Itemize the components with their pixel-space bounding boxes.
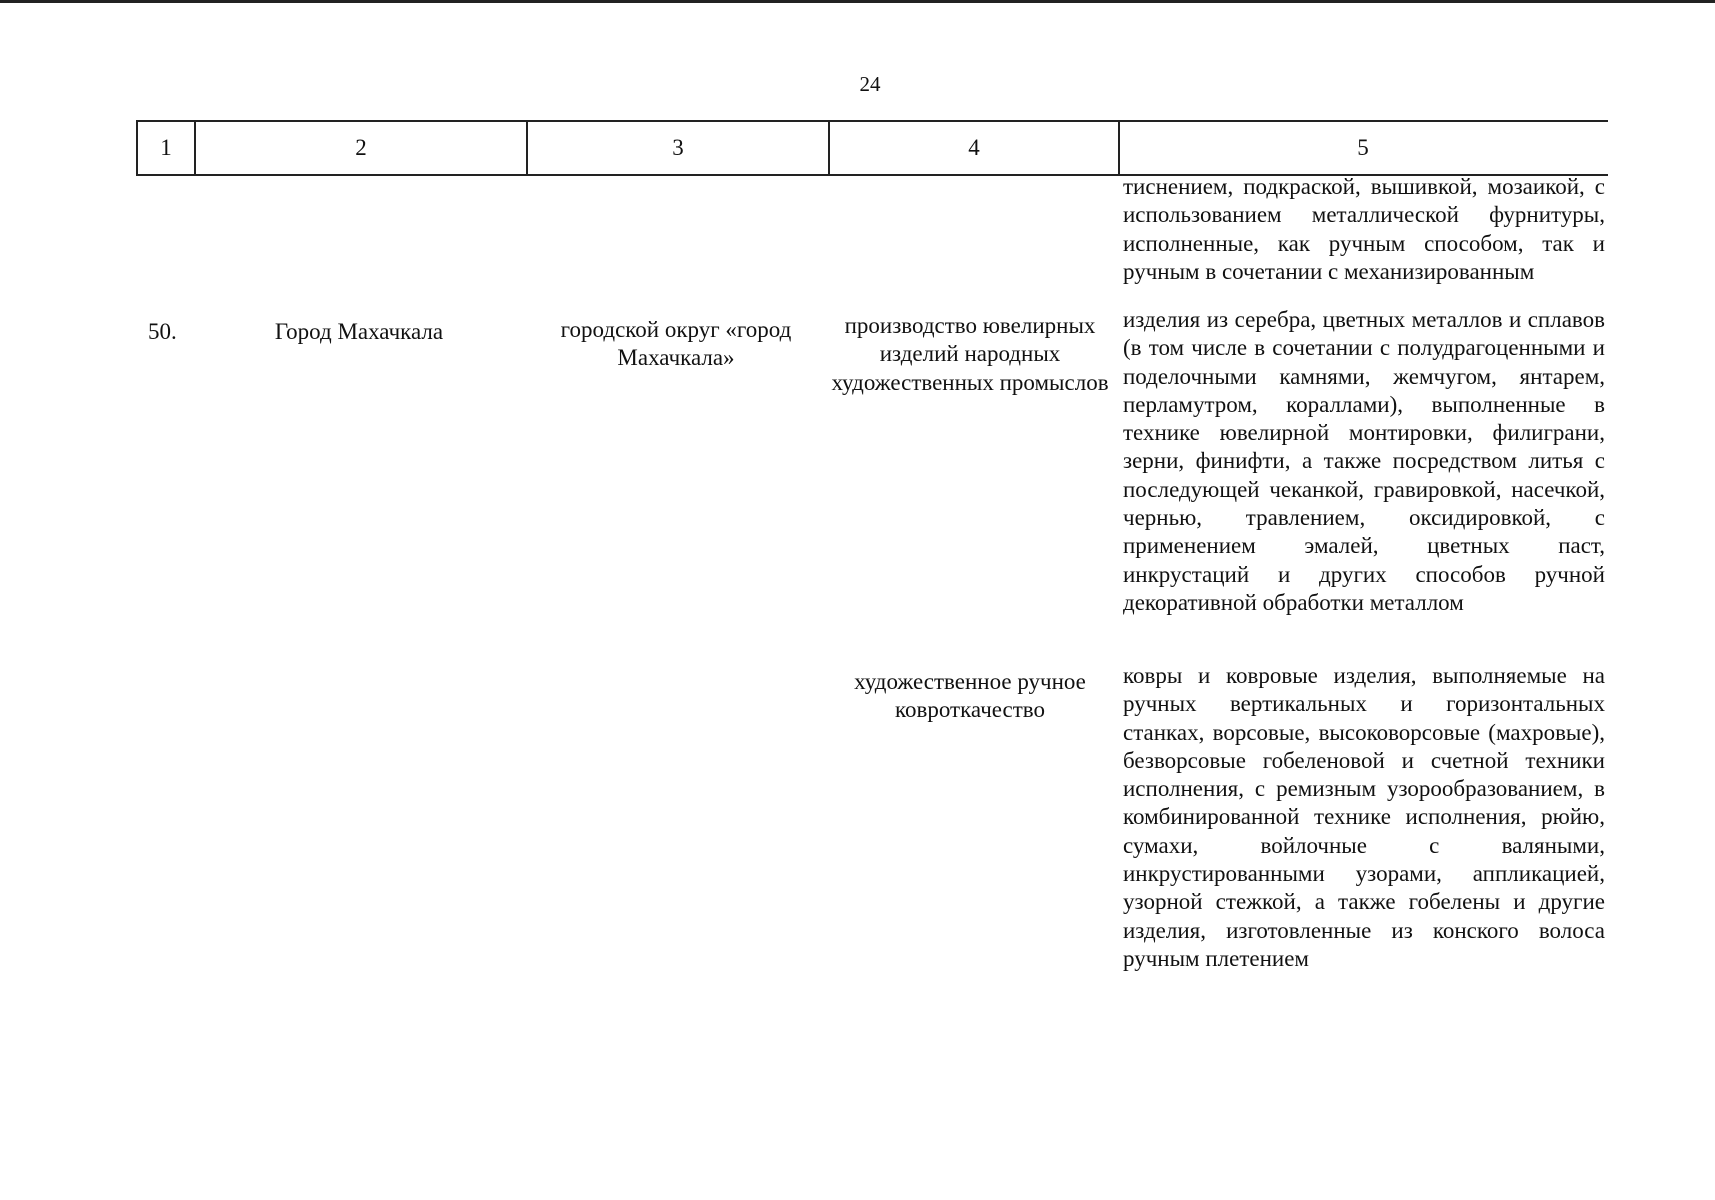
- column-header-2: 2: [196, 122, 528, 174]
- city-name: Город Махачкала: [274, 319, 444, 344]
- table-header-row: [136, 120, 1608, 176]
- continuation-description: тиснением, подкраской, вышивкой, мозаикой, с использованием металлической фурнитуры, исполненные, как ручным способом, так и ручным в сочетании с механизированным: [1123, 174, 1605, 284]
- craft-description-jewelry: изделия из серебра, цветных металлов и сплавов (в том числе в сочетании с полудрагоценными и поделочными камнями, жемчугом, янтарем, перламутром, кораллами), выполненные в технике ювелирной монтировки, филиграни, зерни, финифти, а также посредством литья с последующей чеканкой, гравировкой, насечкой, чернью, травлением, оксидировкой, с применением эмалей, цветных паст, инкрустаций и других способов ручной декоративной обработки металлом: [1123, 307, 1605, 615]
- craft-name-carpet: художественное ручное ковроткачество: [854, 669, 1086, 723]
- page-number: 24: [859, 72, 881, 96]
- column-header-5: 5: [1357, 135, 1369, 160]
- craft-description-carpet: ковры и ковровые изделия, выполняемые на ручных вертикальных и горизонтальных станках, ворсовые, высоковорсовые (махровые), безворсовые гобеленовой и счетной техники исполнения, с ремизным узорообразованием, в комбинированной технике исполнения, рюйю, сумахи, войлочные с валяными, инкрустированными узорами, аппликацией, узорной стежкой, а также гобелены и другие изделия, изготовленные из конского волоса ручным плетением: [1123, 663, 1605, 971]
- row-number: 50.: [148, 319, 177, 344]
- page-top-border: [0, 0, 1715, 3]
- column-header-4: 4: [830, 122, 1120, 174]
- column-header-1: 1: [138, 122, 196, 174]
- column-header-3: 3: [528, 122, 830, 174]
- craft-name-jewelry: производство ювелирных изделий народных художественных промыслов: [831, 313, 1109, 395]
- district-name: городской округ «город Махачкала»: [560, 317, 792, 371]
